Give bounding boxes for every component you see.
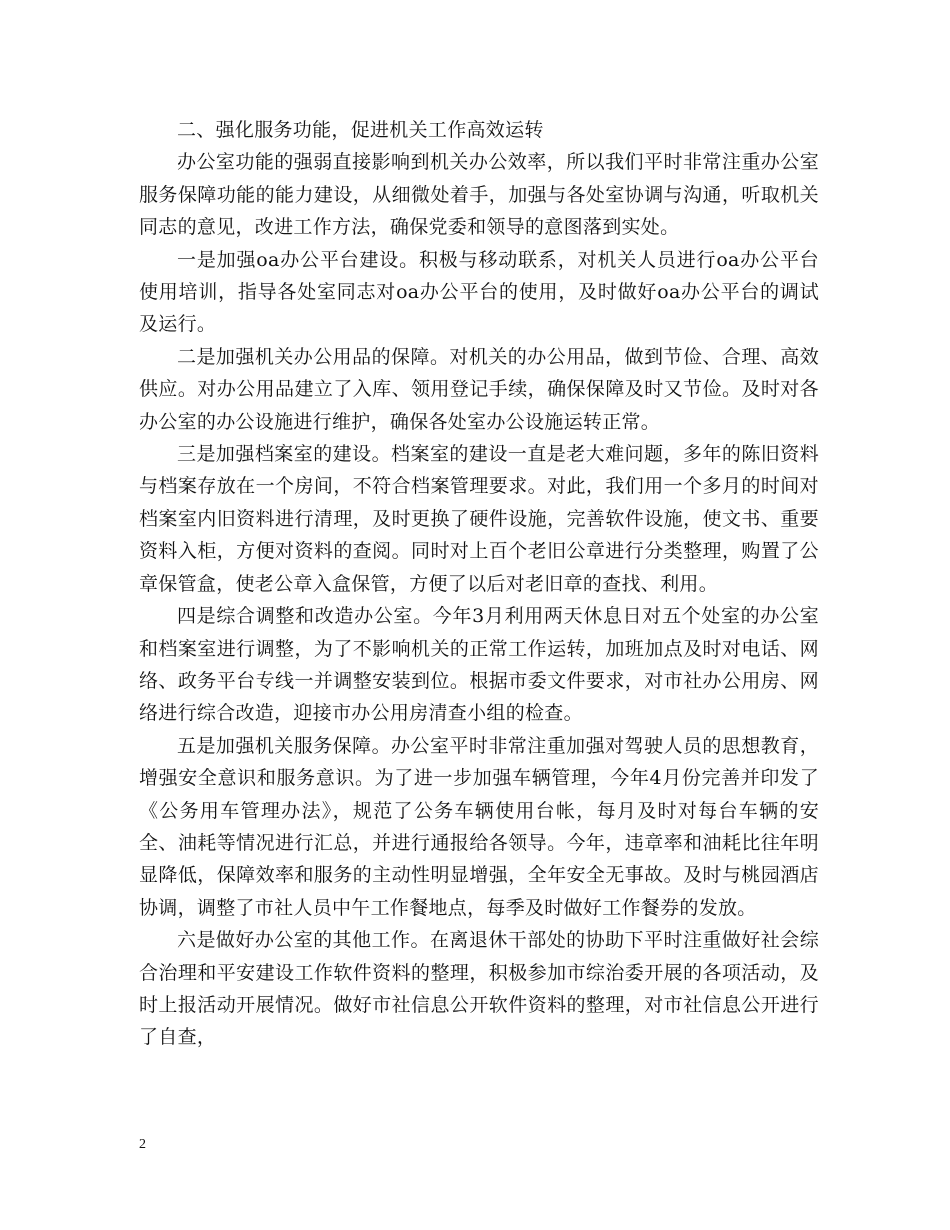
paragraph-office-renovation: 四是综合调整和改造办公室。今年3月利用两天休息日对五个处室的办公室和档案室进行调整，为了不影响机关的正常工作运转，加班加点及时对电话、网络、政务平台专线一并调整安装到位。根据市委文件要求，对市社办公用房、网络进行综合改造，迎接市办公用房清查小组的检查。 (139, 605, 819, 725)
paragraph-service-support: 五是加强机关服务保障。办公室平时非常注重加强对驾驶人员的思想教育，增强安全意识和服务意识。为了进一步加强车辆管理，今年4月份完善并印发了《公务用车管理办法》，规范了公务车辆使用台帐，每月及时对每台车辆的安全、油耗等情况进行汇总，并进行通报给各领导。今年，违章率和油耗比往年明显降低，保障效率和服务的主动性明显增强，全年安全无事故。及时与桃园酒店协调，调整了市社人员中午工作餐地点，每季及时做好工作餐券的发放。 (139, 734, 819, 919)
document-body (139, 114, 819, 1054)
paragraph-office-supplies: 二是加强机关办公用品的保障。对机关的办公用品，做到节俭、合理、高效供应。对办公用品建立了入库、领用登记手续，确保保障及时又节俭。及时对各办公室的办公设施进行维护，确保各处室办公设施运转正常。 (139, 345, 819, 433)
paragraph-other-work: 六是做好办公室的其他工作。在离退休干部处的协助下平时注重做好社会综合治理和平安建设工作软件资料的整理，积极参加市综治委开展的各项活动，及时上报活动开展情况。做好市社信息公开软件资料的整理，对市社信息公开进行了自查， (139, 929, 819, 1049)
paragraph-archives: 三是加强档案室的建设。档案室的建设一直是老大难问题，多年的陈旧资料与档案存放在一个房间，不符合档案管理要求。对此，我们用一个多月的时间对档案室内旧资料进行清理，及时更换了硬件设施，完善软件设施，使文书、重要资料入柜，方便对资料的查阅。同时对上百个老旧公章进行分类整理，购置了公章保管盒，使老公章入盒保管，方便了以后对老旧章的查找、利用。 (139, 443, 819, 595)
page-number: 2 (139, 1137, 146, 1152)
section-heading: 二、强化服务功能，促进机关工作高效运转 (177, 119, 544, 141)
paragraph-oa-platform: 一是加强oa办公平台建设。积极与移动联系，对机关人员进行oa办公平台使用培训，指导各处室同志对oa办公平台的使用，及时做好oa办公平台的调试及运行。 (139, 248, 819, 336)
paragraph-intro: 办公室功能的强弱直接影响到机关办公效率，所以我们平时非常注重办公室服务保障功能的能力建设，从细微处着手，加强与各处室协调与沟通，听取机关同志的意见，改进工作方法，确保党委和领导的意图落到实处。 (139, 151, 819, 239)
